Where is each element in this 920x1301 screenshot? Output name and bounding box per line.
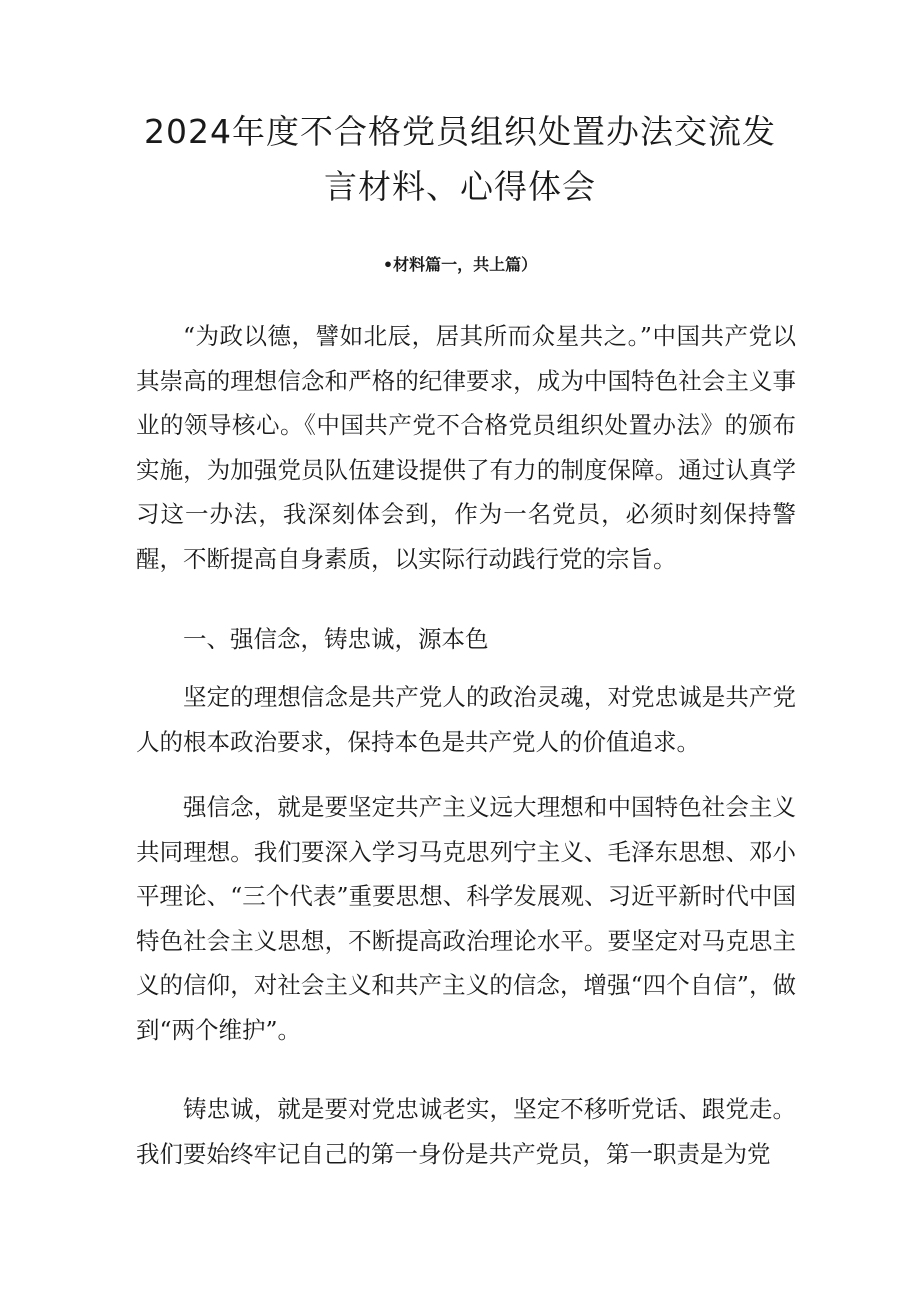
- document-title: [140, 104, 780, 214]
- section-heading-1: 一、强信念，铸忠诚，源本色: [183, 625, 489, 653]
- title-line-1: 2024年度不合格党员组织处置办法交流发: [144, 112, 776, 151]
- paragraph-forge-loyalty: 铸忠诚，就是要对党忠诚老实，坚定不移听党话、跟党走。我们要始终牢记自己的第一身份是共产党员，第一职责是为党: [136, 1095, 796, 1168]
- paragraph-strengthen-belief: 强信念，就是要坚定共产主义远大理想和中国特色社会主义共同理想。我们要深入学习马克思列宁主义、毛泽东思想、邓小平理论、“三个代表”重要思想、科学发展观、习近平新时代中国特色社会主义思想，不断提高政治理论水平。要坚定对马克思主义的信仰，对社会主义和共产主义的信念，增强“四个自信”，做到“两个维护”。: [136, 793, 796, 1044]
- paragraph-section1-intro: 坚定的理想信念是共产党人的政治灵魂，对党忠诚是共产党人的根本政治要求，保持本色是共产党人的价值追求。: [136, 683, 796, 756]
- title-line-2: 言材料、心得体会: [324, 167, 596, 206]
- document-subtitle: •材料篇一，共上篇）: [382, 255, 538, 274]
- paragraph-intro: “为政以德，譬如北辰，居其所而众星共之。”中国共产党以其崇高的理想信念和严格的纪律要求，成为中国特色社会主义事业的领导核心。《中国共产党不合格党员组织处置办法》的颁布实施，为加强党员队伍建设提供了有力的制度保障。通过认真学习这一办法，我深刻体会到，作为一名党员，必须时刻保持警醒，不断提高自身素质，以实际行动践行党的宗旨。: [136, 322, 796, 573]
